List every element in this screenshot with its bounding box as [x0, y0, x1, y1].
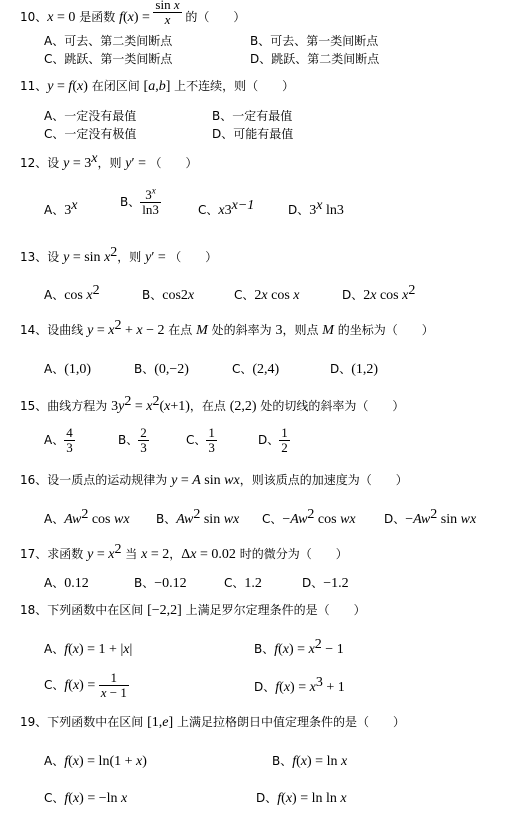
question-number: 12 — [20, 156, 36, 170]
option-b: B、$f(x) = x^2 - 1$ — [254, 637, 344, 657]
question-number: 15 — [20, 399, 36, 413]
option-a: A、3$^x$ — [44, 198, 78, 218]
question-number: 18 — [20, 603, 36, 617]
option-b: B、f(x) = ln x — [272, 754, 348, 769]
question-stem: 18、下列函数中在区间 [−2,2] 上满足罗尔定理条件的是（ ） — [20, 603, 366, 618]
question-stem: 16、设一质点的运动规律为 y = A sin wx，则该质点的加速度为（ ） — [20, 473, 408, 488]
question-stem: 14、设曲线 $y = x^2 + x - 2$ 在点 M 处的斜率为 3，则点 M 的坐标为（ ） — [20, 318, 434, 338]
question-number: 16 — [20, 473, 36, 487]
option-b: B、cos2x — [142, 288, 195, 303]
option-c: C、1.2 — [224, 576, 262, 591]
option-d: D、跳跃、第二类间断点 — [250, 52, 380, 66]
option-d: D、可能有最值 — [212, 127, 294, 141]
option-a: A、$\cos x^2$ — [44, 283, 100, 303]
option-a: A、0.12 — [44, 576, 89, 591]
option-d: D、f(x) = ln ln x — [256, 791, 347, 806]
question-number: 11 — [20, 79, 36, 93]
option-c: C、 $\frac{1}{3}$ — [186, 425, 215, 455]
question-stem: 12、设 $y = 3^x$，则 y′ = （ ） — [20, 151, 198, 171]
option-a: A、(1,0) — [44, 362, 92, 377]
option-c: C、$-Aw^2$ cos wx — [262, 507, 356, 527]
option-b: B、−0.12 — [134, 576, 187, 591]
question-stem: 17、求函数 $y = x^2$ 当 x = 2，Δx = 0.02 时的微分为（ ） — [20, 542, 348, 562]
question-number: 13 — [20, 250, 36, 264]
option-c: C、2x cos x — [234, 288, 300, 303]
option-c: C、一定没有极值 — [44, 127, 137, 141]
option-d: D、$f(x) = x^3 + 1$ — [254, 675, 345, 695]
question-stem: 10、x = 0 是函数 f(x) = $\frac{\text{sin x}}{x}$ 的（ ） — [20, 0, 246, 27]
question-number: 10 — [20, 10, 36, 24]
option-d: D、2x $\cos x^2$ — [342, 283, 416, 303]
option-d: D、 $\frac{1}{2}$ — [258, 425, 288, 455]
option-b: B、Aw$^2$ sin wx — [156, 507, 240, 527]
option-b: B、 $\frac{3^x}{\ln 3}$ — [120, 185, 159, 217]
question-number: 19 — [20, 715, 36, 729]
question-number: 14 — [20, 323, 36, 337]
option-a: A、Aw$^2$ cos wx — [44, 507, 130, 527]
option-d: D、$-Aw^2$ sin wx — [384, 507, 477, 527]
option-a: A、 $\frac{4}{3}$ — [44, 425, 73, 455]
question-stem: 15、曲线方程为 $3y^2 = x^2(x+1)$，在点 (2,2) 处的切线的斜率为（ ） — [20, 394, 405, 414]
option-d: D、3$^x$ ln3 — [288, 198, 344, 218]
question-stem: 13、设 $y = \sin x^2$，则 y′ = （ ） — [20, 245, 218, 265]
option-b: B、 $\frac{2}{3}$ — [118, 425, 147, 455]
option-b: B、一定有最值 — [212, 109, 293, 123]
option-c: C、(2,4) — [232, 362, 280, 377]
option-a: A、f(x) = 1 + |x| — [44, 642, 133, 657]
option-d: D、(1,2) — [330, 362, 379, 377]
option-c: C、跳跃、第一类间断点 — [44, 52, 173, 66]
question-stem: 19、下列函数中在区间 [1,e] 上满足拉格朗日中值定理条件的是（ ） — [20, 715, 405, 730]
question-stem: 11、y = f(x) 在闭区间 [a,b] 上不连续，则（ ） — [20, 79, 295, 94]
option-c: C、f(x) = $\frac{1}{x - 1}$ — [44, 670, 127, 700]
question-number: 17 — [20, 547, 36, 561]
option-c: C、$x3^{x-1}$ — [198, 198, 255, 218]
option-b: B、(0,−2) — [134, 362, 189, 377]
option-b: B、可去、第一类间断点 — [250, 34, 379, 48]
option-d: D、−1.2 — [302, 576, 349, 591]
option-a: A、一定没有最值 — [44, 109, 137, 123]
option-c: C、f(x) = −ln x — [44, 791, 128, 806]
option-a: A、可去、第二类间断点 — [44, 34, 173, 48]
option-a: A、f(x) = ln(1 + x) — [44, 754, 147, 769]
